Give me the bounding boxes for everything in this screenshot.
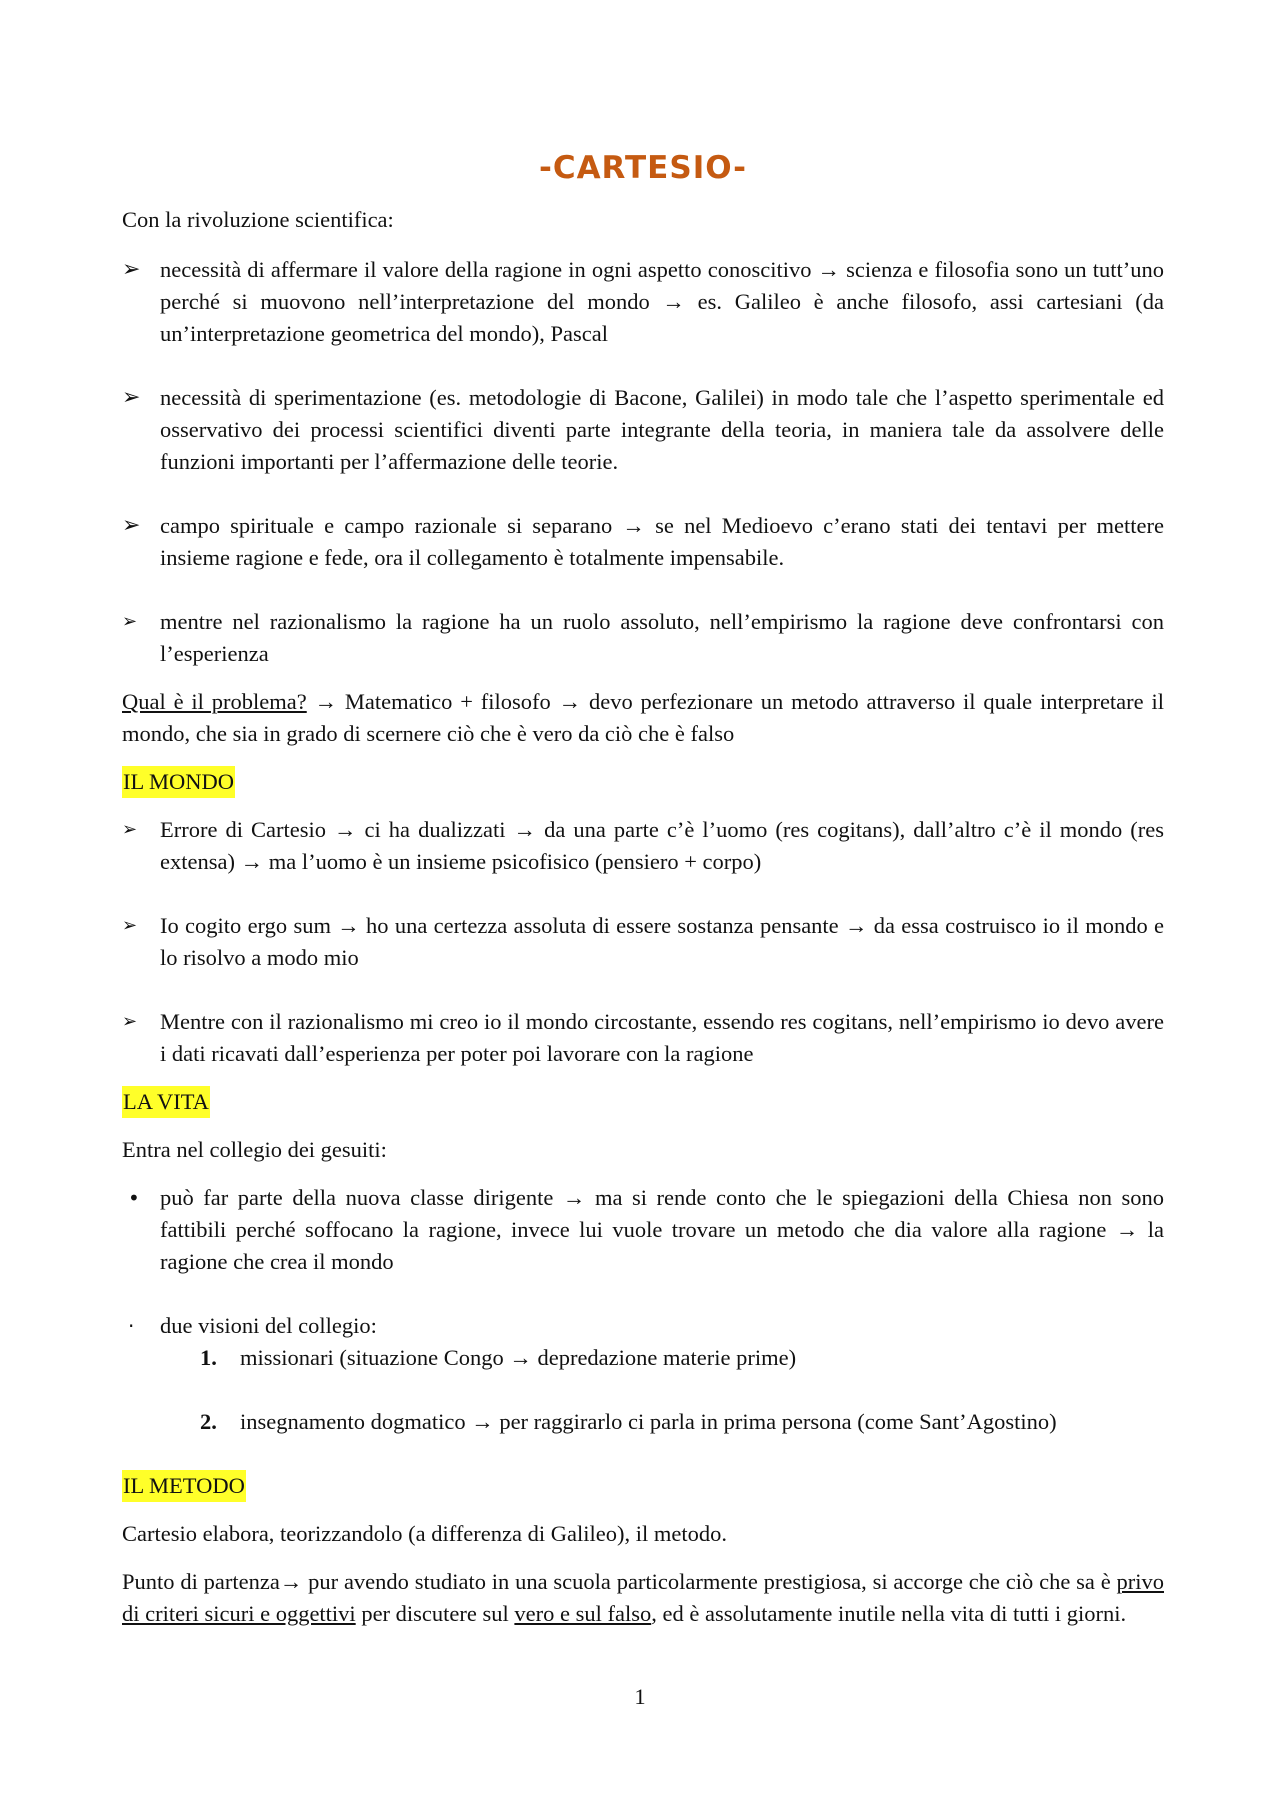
list-item: • può far parte della nuova classe dirigente → ma si rende conto che le spiegazioni della Chiesa non sono fattibili perché soffocano la ragione, invece lui vuole trovare un metodo che dia valore alla ragione → la ragione che crea il mondo: [122, 1182, 1164, 1278]
bullet-list-mondo: [122, 814, 1164, 1070]
dot-bullet-icon: •: [128, 1186, 140, 1210]
vita-intro: Entra nel collegio dei gesuiti:: [122, 1137, 387, 1162]
page-content: [122, 150, 1164, 1630]
arrow-bullet-icon: ➢: [122, 513, 141, 538]
list-item: ➢ campo spirituale e campo razionale si separano → se nel Medioevo c’erano stati dei tentavi per mettere insieme ragione e fede, ora il collegamento è totalmente impensabile.: [122, 510, 1164, 574]
intro-text: Con la rivoluzione scientifica:: [122, 207, 394, 232]
list-item: ➢ necessità di affermare il valore della ragione in ogni aspetto conoscitivo → scienza e filosofia sono un tutt’uno perché si muovono nell’interpretazione del mondo → es. Galileo è anche filosofo, assi cartesiani (da un’interpretazione geometrica del mondo), Pascal: [122, 254, 1164, 350]
bullet-list-intro: [122, 254, 1164, 670]
arrow-bullet-icon: ➢: [122, 819, 138, 840]
underlined-phrase: privo di criteri sicuri e oggettivi: [122, 1569, 1164, 1626]
section-heading-vita: LA VITA: [122, 1086, 210, 1118]
list-item: ➢ necessità di sperimentazione (es. metodologie di Bacone, Galilei) in modo tale che l’aspetto sperimentale ed osservativo dei processi scientifici diventi parte integrante della teoria, in maniera tale da assolvere delle funzioni importanti per l’affermazione delle teorie.: [122, 382, 1164, 478]
item-number: 1.: [200, 1345, 217, 1370]
list-item: · due visioni del collegio: 1. missionari (situazione Congo → depredazione materie prime) 2. insegnamento dogmatico → per raggirarlo ci parla in prima persona (come Sant’Agostino): [122, 1310, 1164, 1438]
list-item: ➢ Io cogito ergo sum → ho una certezza assoluta di essere sostanza pensante → da essa costruisco io il mondo e lo risolvo a modo mio: [122, 910, 1164, 974]
arrow-bullet-icon: ➢: [122, 1011, 138, 1032]
numbered-list: [122, 1342, 1164, 1438]
metodo-paragraph-1: Cartesio elabora, teorizzandolo (a differenza di Galileo), il metodo.: [122, 1521, 727, 1546]
metodo-paragraph-2: Punto di partenza→ pur avendo studiato in una scuola particolarmente prestigiosa, si accorge che ciò che sa è privo di criteri sicuri e oggettivi per discutere sul vero e sul falso, ed è assolutamente inutile nella vita di tutti i giorni.: [122, 1569, 1164, 1626]
problem-label: Qual è il problema?: [122, 689, 307, 714]
arrow-bullet-icon: ➢: [122, 915, 138, 936]
list-item: ➢ Errore di Cartesio → ci ha dualizzati → da una parte c’è l’uomo (res cogitans), dall’altro c’è il mondo (res extensa) → ma l’uomo è un insieme psicofisico (pensiero + corpo): [122, 814, 1164, 878]
page-number: 1: [634, 1684, 646, 1709]
problem-paragraph: Qual è il problema? → Matematico + filosofo → devo perfezionare un metodo attraverso il quale interpretare il mondo, che sia in grado di scernere ciò che è vero da ciò che è falso: [122, 689, 1165, 746]
list-item: ➢ mentre nel razionalismo la ragione ha un ruolo assoluto, nell’empirismo la ragione deve confrontarsi con l’esperienza: [122, 606, 1164, 670]
section-heading-mondo: IL MONDO: [122, 766, 235, 798]
dot-list-vita: [122, 1182, 1164, 1438]
list-item: ➢ Mentre con il razionalismo mi creo io il mondo circostante, essendo res cogitans, nell’empirismo io devo avere i dati ricavati dall’esperienza per poter poi lavorare con la ragione: [122, 1006, 1164, 1070]
item-number: 2.: [200, 1409, 217, 1434]
page-title: -CARTESIO-: [538, 150, 748, 186]
dot-bullet-icon: ·: [128, 1314, 135, 1338]
numbered-item: 2. insegnamento dogmatico → per raggirarlo ci parla in prima persona (come Sant’Agostino): [200, 1406, 1164, 1438]
underlined-phrase: vero e sul falso: [514, 1601, 652, 1626]
numbered-item: 1. missionari (situazione Congo → depredazione materie prime): [200, 1342, 1164, 1374]
arrow-bullet-icon: ➢: [122, 611, 138, 632]
arrow-bullet-icon: ➢: [122, 257, 141, 282]
arrow-bullet-icon: ➢: [122, 385, 141, 410]
section-heading-metodo: IL METODO: [122, 1470, 246, 1502]
